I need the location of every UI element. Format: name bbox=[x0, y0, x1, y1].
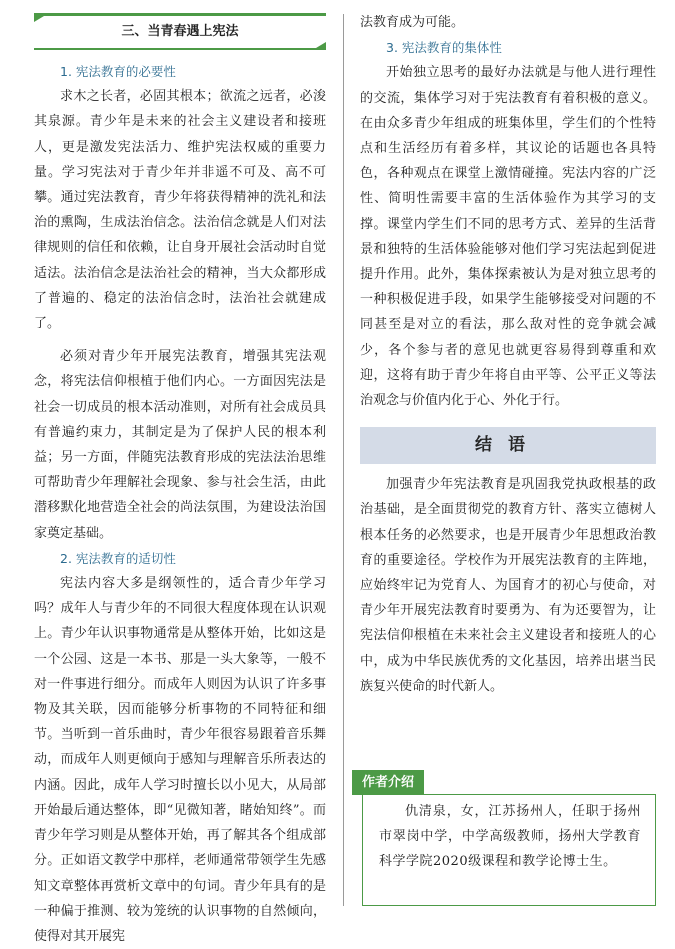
right-column bbox=[360, 0, 656, 699]
conclusion-paragraph: 加强青少年宪法教育是巩固我党执政根基的政治基础，是全面贯彻党的教育方针、落实立德树人根本任务的必然要求，也是开展青少年思想政治教育的重要途径。学校作为开展宪法教育的主阵地，应始终牢记为党育人、为国育才的初心与使命，对青少年开展宪法教育时要勇为、有为还要智为，让宪法信仰根植在未来社会主义建设者和接班人的心中，成为中华民族优秀的文化基因，培养出堪当民族复兴使命的时代新人。 bbox=[360, 477, 656, 694]
conclusion-heading: 结语 bbox=[360, 427, 656, 464]
left-column bbox=[34, 0, 326, 949]
author-label: 作者介绍 bbox=[352, 770, 424, 795]
author-bio: 仇清泉，女，江苏扬州人，任职于扬州市翠岗中学，中学高级教师，扬州大学教育科学学院2020级课程和教学论博士生。 bbox=[379, 804, 641, 869]
title-corner-ornament bbox=[34, 16, 44, 22]
author-box bbox=[362, 795, 656, 906]
paragraph: 求木之长者，必固其根本；欲流之远者，必浚其泉源。青少年是未来的社会主义建设者和接班人，更是激发宪法活力、维护宪法权威的重要力量。学习宪法对于青少年并非遥不可及、高不可攀。通过宪法教育，青少年将获得精神的洗礼和法治的熏陶，生成法治信念。法治信念就是人们对法律规则的信任和依赖，让自身开展社会活动时自觉适法。法治信念是法治社会的精神，当大众都形成了普遍的、稳定的法治信念时，法治社会就建成了。 bbox=[34, 89, 326, 332]
subheading-collectivity: 3. 宪法教育的集体性 bbox=[386, 40, 502, 56]
subheading-suitability: 2. 宪法教育的适切性 bbox=[60, 550, 176, 566]
author-intro bbox=[352, 770, 656, 907]
section-title-text: 三、当青春遇上宪法 bbox=[121, 24, 239, 39]
paragraph: 宪法内容大多是纲领性的，适合青少年学习吗？成年人与青少年的不同很大程度体现在认识观上。青少年认识事物通常是从整体开始，比如这是一个公园、这是一本书、那是一头大象等，一般不对一件事进行细分。而成年人则因为认识了许多事物及其关联，因而能够分析事物的不同特征和细节。当听到一首乐曲时，青少年很容易跟着音乐舞动，而成年人则更倾向于感知与理解音乐所表达的内涵。因此，成年人学习时擅长以小见大，从局部开始最后通达整体，即“见微知著，睹始知终”。而青少年学习则是从整体开始，再了解其各个组成部分。正如语文教学中那样，老师通常带领学生先感知文章整体再赏析文章中的句词。青少年具有的是一种偏于推测、较为笼统的认识事物的自然倾向，使得对其开展宪 bbox=[34, 576, 326, 944]
section-title bbox=[34, 13, 326, 50]
continued-paragraph: 法教育成为可能。 bbox=[360, 15, 465, 30]
title-corner-ornament bbox=[316, 42, 326, 48]
paragraph: 开始独立思考的最好办法就是与他人进行理性的交流，集体学习对于宪法教育有着积极的意义。在由众多青少年组成的班集体里，学生们的个性特点和生活经历有着多样，其议论的话题也各具特色，各种观点在课堂上激情碰撞。宪法内容的广泛性、简明性需要丰富的生活体验作为其学习的支撑。课堂内学生们不同的思考方式、差异的生活背景和独特的生活体验能够对他们学习宪法起到促进提升作用。此外，集体探索被认为是对独立思考的一种积极促进手段，如果学生能够接受对问题的不同甚至是对立的看法，那么敌对性的竞争就会减少，各个参与者的意见也就更容易得到尊重和欢迎，这将有助于青少年将自由平等、公平正义等法治观念与价值内化于心、外化于行。 bbox=[360, 65, 656, 409]
column-divider bbox=[343, 14, 344, 906]
subheading-necessity: 1. 宪法教育的必要性 bbox=[60, 64, 176, 79]
paragraph: 必须对青少年开展宪法教育，增强其宪法观念，将宪法信仰根植于他们内心。一方面因宪法是社会一切成员的根本活动准则，对所有社会成员具有普遍约束力，其制定是为了保护人民的根本利益；另一方面，伴随宪法教育形成的宪法法治思维可帮助青少年理解社会现象、参与社会生活，由此潜移默化地营造全社会的尚法氛围，为建设法治国家奠定基础。 bbox=[34, 349, 326, 541]
